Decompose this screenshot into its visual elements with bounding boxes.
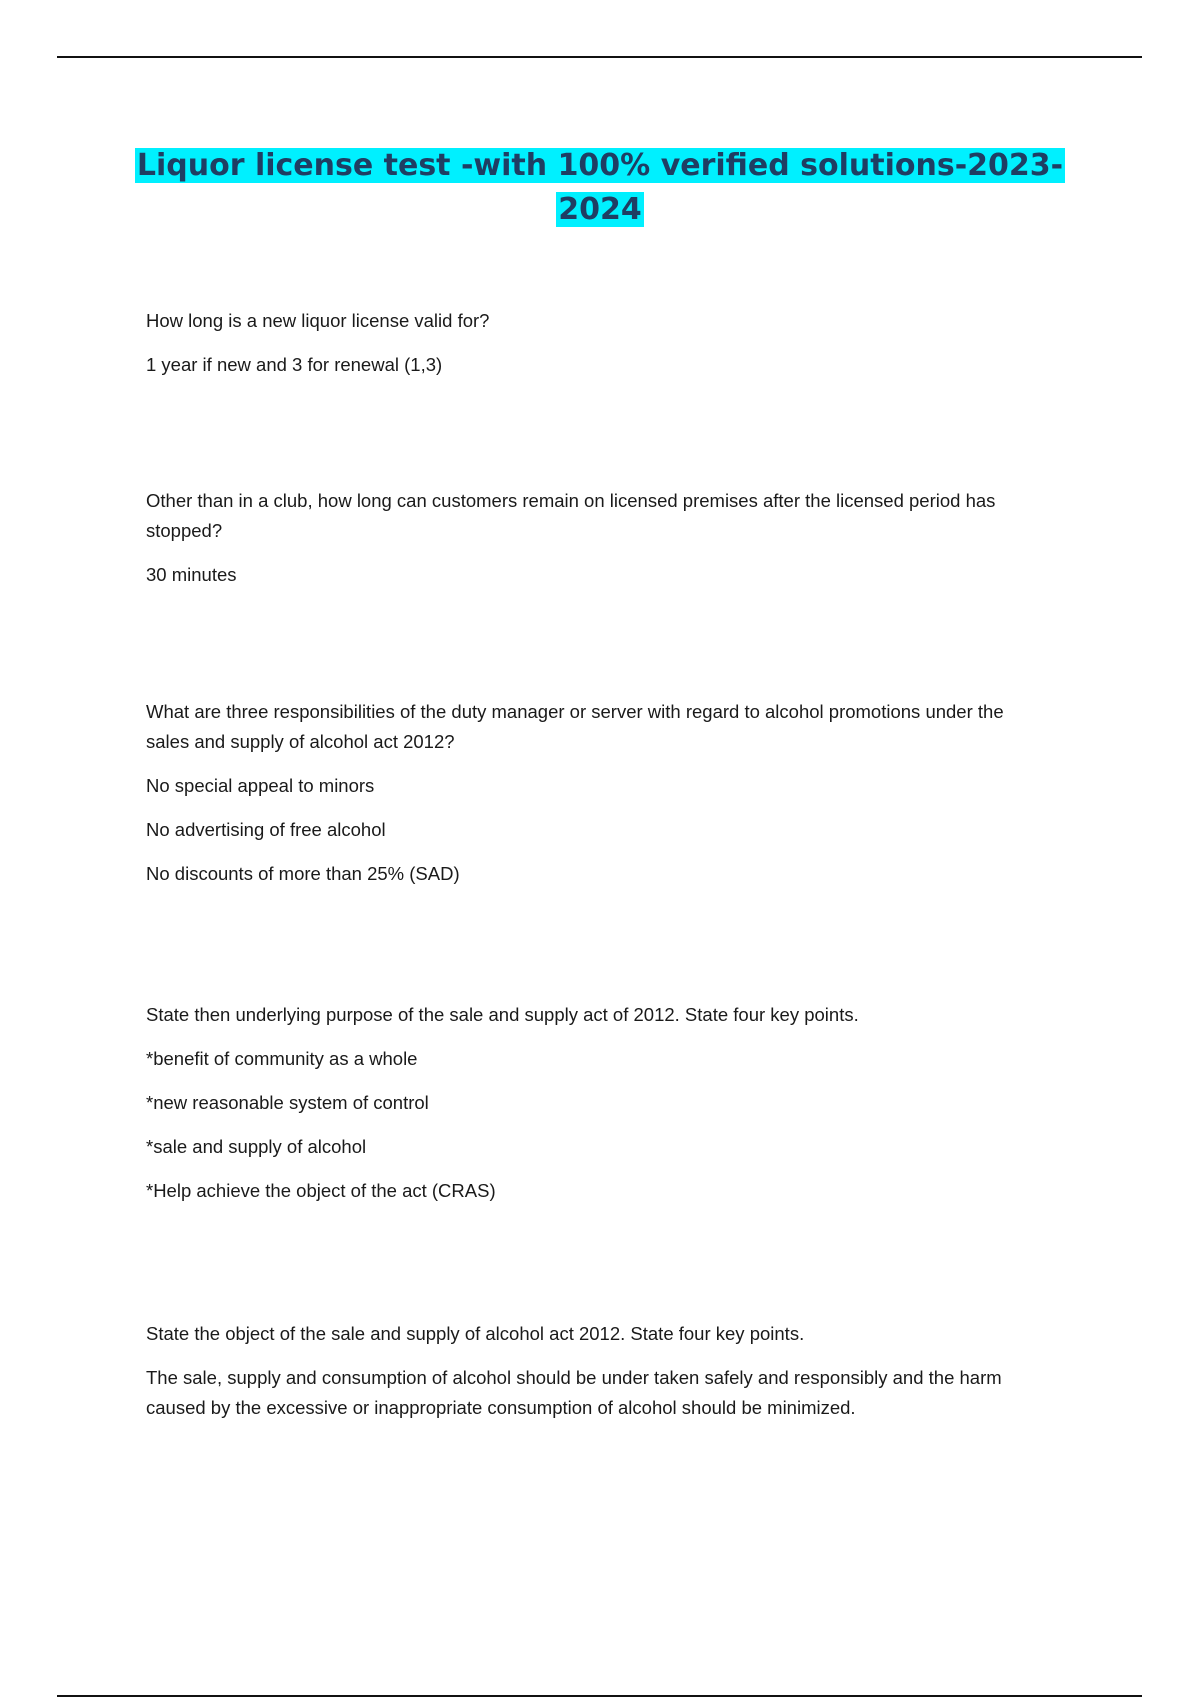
answer-text: *benefit of community as a whole [146, 1048, 418, 1069]
answer-text: 1 year if new and 3 for renewal (1,3) [146, 354, 443, 375]
answer-text: *Help achieve the object of the act (CRAS) [146, 1180, 496, 1201]
question-text: How long is a new liquor license valid for? [146, 310, 490, 331]
answer-text: No advertising of free alcohol [146, 819, 386, 840]
title-highlight: Liquor license test -with 100% verified solutions-2023-2024 [136, 148, 1064, 227]
bottom-rule [57, 1695, 1142, 1697]
question-text: What are three responsibilities of the duty manager or server with regard to alcohol promotions under the sales and supply of alcohol act 2012? [146, 701, 1004, 752]
qa-block-1 [146, 306, 1046, 394]
qa-block-5 [146, 1319, 1046, 1437]
answer-text: *new reasonable system of control [146, 1092, 429, 1113]
qa-block-4 [146, 1000, 1046, 1220]
qa-block-3 [146, 697, 1046, 903]
question-text: Other than in a club, how long can customers remain on licensed premises after the licensed period has stopped? [146, 490, 996, 541]
question-text: State then underlying purpose of the sale and supply act of 2012. State four key points. [146, 1004, 859, 1025]
top-rule [57, 56, 1142, 58]
question-text: State the object of the sale and supply of alcohol act 2012. State four key points. [146, 1323, 805, 1344]
answer-text: No discounts of more than 25% (SAD) [146, 863, 460, 884]
answer-text: The sale, supply and consumption of alcohol should be under taken safely and responsibly and the harm caused by the excessive or inappropriate consumption of alcohol should be minimized. [146, 1367, 1002, 1418]
qa-block-2 [146, 486, 1046, 604]
answer-text: *sale and supply of alcohol [146, 1136, 367, 1157]
document-title [130, 144, 1070, 232]
answer-text: No special appeal to minors [146, 775, 375, 796]
answer-text: 30 minutes [146, 564, 237, 585]
